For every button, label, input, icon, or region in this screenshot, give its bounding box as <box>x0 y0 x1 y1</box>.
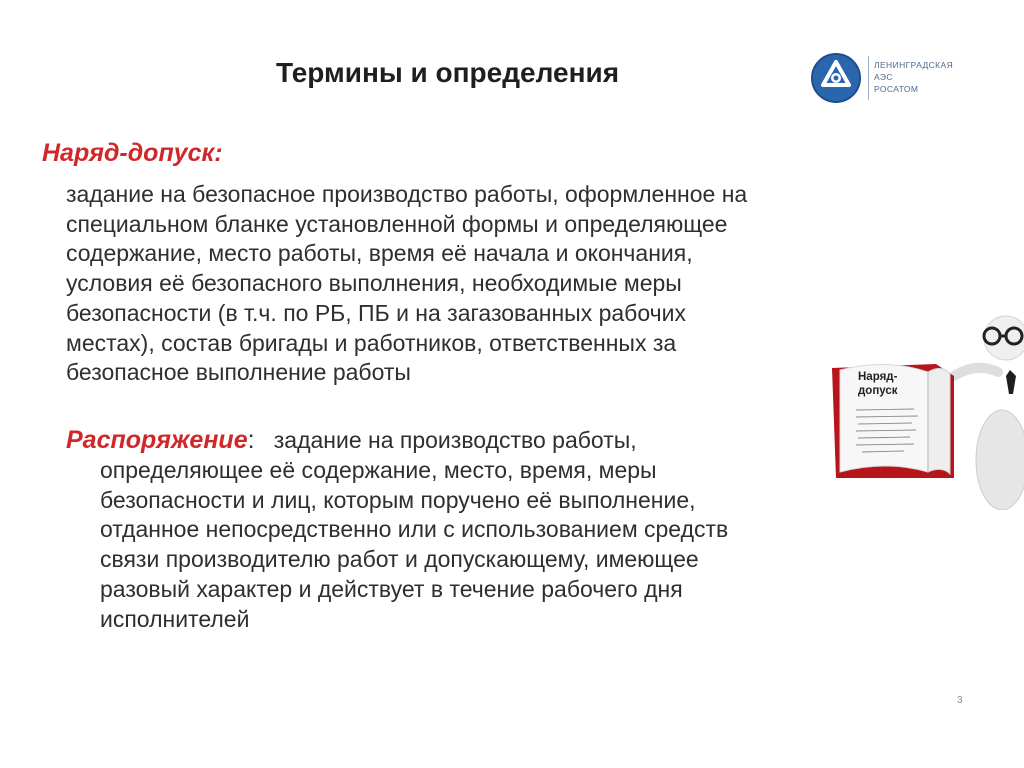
definition-line: безопасное выполнение работы <box>66 359 411 386</box>
term-rasporyazhenie-heading <box>66 426 637 456</box>
definition-line: содержание, место работы, время её начала и окончания, <box>66 240 693 267</box>
definition-line: безопасности (в т.ч. по РБ, ПБ и на загазованных рабочих <box>66 299 686 326</box>
slide-title: Термины и определения <box>276 57 620 88</box>
definition-line: исполнителей <box>100 605 250 632</box>
person-with-book-illustration <box>826 310 1024 510</box>
definition-line: местах), состав бригады и работников, ответственных за <box>66 329 677 356</box>
definition-first-line: задание на производство работы, <box>273 427 637 453</box>
definition-line: отданное непосредственно или с использованием средств <box>100 516 729 543</box>
term-colon: : <box>247 426 255 454</box>
definition-line: задание на безопасное производство работы, оформленное на <box>66 181 748 207</box>
rosatom-logo <box>808 50 968 106</box>
term-rasporyazhenie-definition <box>100 456 728 634</box>
page-number: 3 <box>957 695 963 706</box>
definition-line: условия её безопасного выполнения, необходимые меры <box>66 270 682 297</box>
logo-line-1: ЛЕНИНГРАДСКАЯ <box>874 60 954 70</box>
logo-divider <box>868 56 869 100</box>
logo-line-3: РОСАТОМ <box>874 84 919 94</box>
definition-line: определяющее её содержание, место, время, меры <box>100 457 657 483</box>
logo-line-2: АЭС <box>874 72 893 82</box>
definition-line: связи производителю работ и допускающему, имеющее <box>100 546 699 573</box>
book-title-line-1: Наряд- <box>858 371 898 383</box>
book-title-line-2: допуск <box>858 385 898 397</box>
definition-line: разовый характер и действует в течение рабочего дня <box>100 575 683 602</box>
term-naryad-title: Наряд-допуск: <box>42 139 223 167</box>
term-naryad-definition <box>66 180 856 388</box>
definition-line: безопасности и лиц, которым поручено её выполнение, <box>100 486 696 513</box>
logo-text <box>874 59 953 95</box>
term-rasporyazhenie-title: Распоряжение <box>66 426 248 454</box>
book-title <box>858 370 898 398</box>
book-figure-graphic <box>826 310 1024 510</box>
definition-line: специальном бланке установленной формы и определяющее <box>66 210 728 237</box>
rosatom-atom-icon <box>808 50 864 106</box>
